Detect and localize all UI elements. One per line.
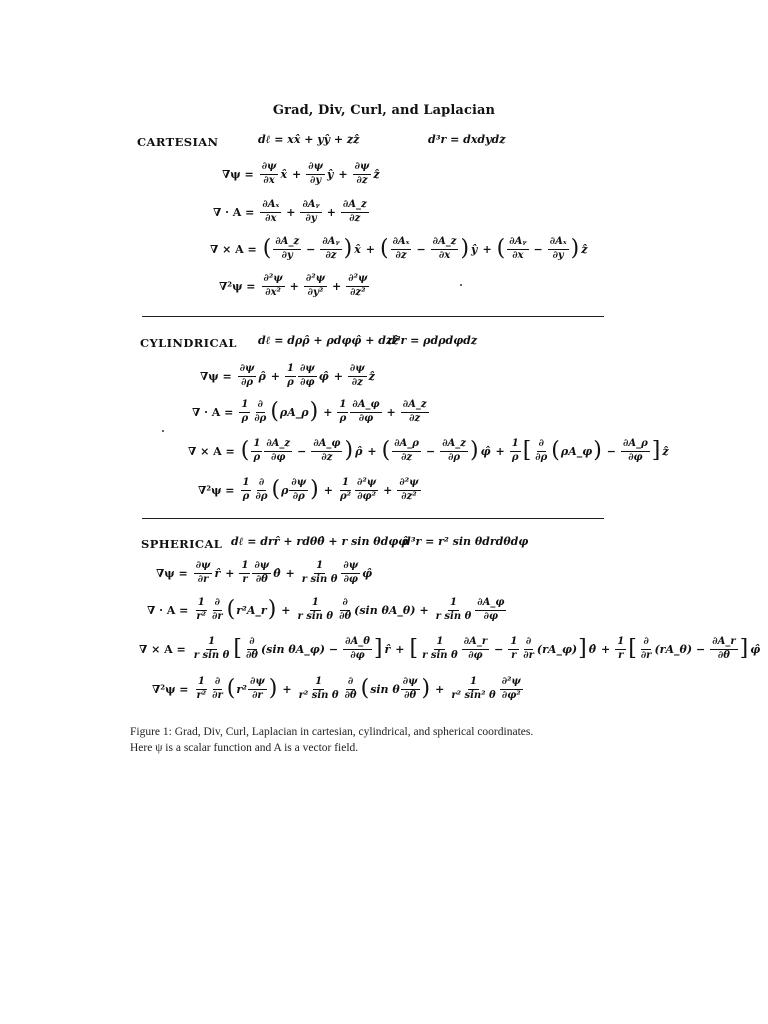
cylindrical-line-element: dℓ = dρρ̂ + ρdφφ̂ + dzẑ — [258, 334, 399, 347]
section-label-cartesian: CARTESIAN — [137, 135, 219, 149]
spherical-laplacian: ∇²ψ = $\frac{1}{\text{r²}}$ $\frac{\partial}{\partial r}$ ( r² $\frac{\partial\psi}{\partial r}$ ) + $\frac{1}{\text{r² sin θ}}$ $\frac{\partial}{\partial\theta}$ ( sin θ $\frac{\partial\psi}{\partial\theta}$ ) + $\frac{1}{\text{r² sin² θ}}$ $\frac{\text{∂²ψ}}{\text{∂φ²}}$ — [152, 676, 521, 701]
cartesian-volume-element: d³r = dxdydz — [428, 133, 506, 146]
caption-line-1: Figure 1: Grad, Div, Curl, Laplacian in cartesian, cylindrical, and spherical coordinates. — [130, 726, 534, 738]
cartesian-gradient: ∇ψ = $\frac{\partial\psi}{\partial x}$ x̂ + $\frac{\partial\psi}{\partial y}$ ŷ + $\frac{\partial\psi}{\partial z}$ ẑ — [222, 161, 380, 186]
cylindrical-divergence: ∇ · A = $\frac{1}{\rho}$ $\frac{\partial}{\partial\rho}$ ( ρA_ρ ) + $\frac{1}{\rho}$ $\frac{\partial A\_\varphi}{\partial\varphi}$ + $\frac{\partial A\_z}{\partial z}$ — [192, 399, 427, 424]
cartesian-laplacian: ∇²ψ = $\frac{\text{∂²ψ}}{\text{∂x²}}$ + $\frac{\text{∂²ψ}}{\text{∂y²}}$ + $\frac{\text{∂²ψ}}{\text{∂z²}}$ — [219, 273, 368, 298]
cylindrical-volume-element: d³r = ρdρdφdz — [388, 334, 478, 347]
spherical-gradient: ∇ψ = $\frac{\partial\psi}{\partial r}$ r̂ + $\frac{1}{r}$ $\frac{\partial\psi}{\partial\theta}$ θ̂ + $\frac{1}{\text{r sin θ}}$ $\frac{\partial\psi}{\partial\varphi}$ φ̂ — [156, 560, 373, 585]
cartesian-line-element: dℓ = xx̂ + yŷ + zẑ — [258, 133, 360, 146]
figure-caption — [130, 724, 660, 756]
spherical-line-element: dℓ = drr̂ + rdθθ̂ + r sin θdφφ̂ — [231, 535, 409, 548]
section-divider-1 — [142, 316, 604, 317]
page-title: Grad, Div, Curl, and Laplacian — [272, 103, 496, 118]
scan-speck — [162, 430, 164, 432]
spherical-curl: ∇ × A = $\frac{1}{\text{r sin θ}}$ [ $\frac{\partial}{\partial\theta}$ (sin θA_φ) − $\frac{\partial A\_\theta}{\partial\varphi}$ ] r̂ + [ $\frac{1}{\text{r sin θ}}$ $\frac{\partial A\_r}{\partial\varphi}$ − $\frac{1}{r}$ $\frac{\partial}{\partial r}$ (rA_φ) ] θ̂ + $\frac{1}{r}$ [ $\frac{\partial}{\partial r}$ (rA_θ) − $\frac{\partial A\_r}{\partial\theta}$ ] φ̂ — [139, 636, 761, 661]
scan-speck — [460, 284, 462, 286]
cartesian-divergence: ∇ · A = $\frac{\text{∂Aₓ}}{\partial x}$ + $\frac{\text{∂Aᵧ}}{\partial y}$ + $\frac{\partial A\_z}{\partial z}$ — [213, 199, 367, 224]
cylindrical-gradient: ∇ψ = $\frac{\partial\psi}{\partial\rho}$ ρ̂ + $\frac{1}{\rho}$ $\frac{\partial\psi}{\partial\varphi}$ φ̂ + $\frac{\partial\psi}{\partial z}$ ẑ — [200, 363, 375, 388]
spherical-divergence: ∇ · A = $\frac{1}{\text{r²}}$ $\frac{\partial}{\partial r}$ ( r²A_r ) + $\frac{1}{\text{r sin θ}}$ $\frac{\partial}{\partial\theta}$ (sin θA_θ) + $\frac{1}{\text{r sin θ}}$ $\frac{\partial A\_\varphi}{\partial\varphi}$ — [147, 597, 505, 622]
section-divider-2 — [142, 518, 604, 519]
cartesian-curl: ∇ × A = ( $\frac{\partial A\_z}{\partial y}$ − $\frac{\text{∂Aᵧ}}{\partial z}$ ) x̂ + ( $\frac{\text{∂Aₓ}}{\partial z}$ − $\frac{\partial A\_z}{\partial x}$ ) ŷ + ( $\frac{\text{∂Aᵧ}}{\partial x}$ − $\frac{\text{∂Aₓ}}{\partial y}$ ) ẑ — [210, 236, 588, 261]
cylindrical-curl: ∇ × A = ( $\frac{1}{\rho}$ $\frac{\partial A\_z}{\partial\varphi}$ − $\frac{\partial A\_\varphi}{\partial z}$ ) ρ̂ + ( $\frac{\partial A\_\rho}{\partial z}$ − $\frac{\partial A\_z}{\partial\rho}$ ) φ̂ + $\frac{1}{\rho}$ [ $\frac{\partial}{\partial\rho}$ ( ρA_φ ) − $\frac{\partial A\_\rho}{\partial\varphi}$ ] ẑ — [188, 438, 669, 463]
cylindrical-laplacian: ∇²ψ = $\frac{1}{\rho}$ $\frac{\partial}{\partial\rho}$ ( ρ $\frac{\partial\psi}{\partial\rho}$ ) + $\frac{1}{\text{ρ²}}$ $\frac{\text{∂²ψ}}{\text{∂φ²}}$ + $\frac{\text{∂²ψ}}{\text{∂z²}}$ — [198, 477, 419, 502]
caption-line-2: Here ψ is a scalar function and A is a vector field. — [130, 742, 359, 754]
section-label-cylindrical: CYLINDRICAL — [140, 336, 237, 350]
spherical-volume-element: d³r = r² sin θdrdθdφ — [403, 535, 529, 548]
section-label-spherical: SPHERICAL — [141, 537, 223, 551]
